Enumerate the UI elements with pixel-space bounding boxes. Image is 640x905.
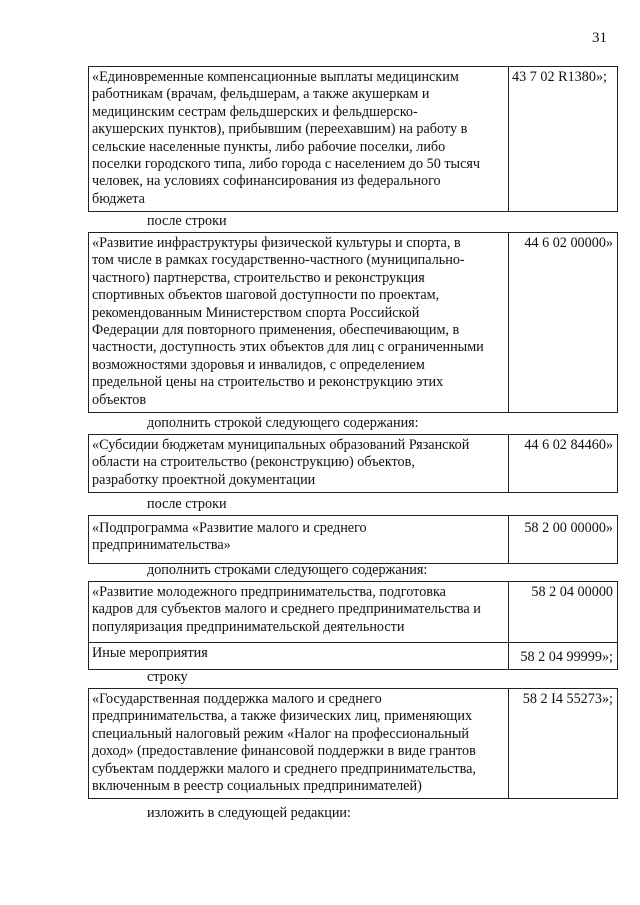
row-code: 44 6 02 00000» xyxy=(524,235,613,251)
table-block-sport-infrastructure xyxy=(88,232,618,413)
table-row xyxy=(89,516,617,563)
row-code: 58 2 00 00000» xyxy=(524,520,613,536)
table-row xyxy=(89,582,617,642)
table-row xyxy=(89,233,617,412)
instruction-text: после строки xyxy=(147,213,227,229)
row-name: «Развитие инфраструктуры физической культуры и спорта, в том числе в рамках государственно-частного (муниципально- частного) партнерства, строительство и реконструкция спортивных объектов шаговой доступности по проектам, рекомендованным Министерством спорта Российской Федерации для повторного применения, обеспечивающим, в частности, доступность этих объектов для лиц с ограниченными возможностями здоровья и инвалидов, с определением предельной цены на строительство и реконструкцию этих объектов xyxy=(89,233,509,412)
table-row xyxy=(89,689,617,798)
row-name: «Государственная поддержка малого и среднего предпринимательства, а также физических лиц, применяющих специальный налоговый режим «Налог на профессиональный доход» (предоставление финансовой поддержки в виде грантов субъектам поддержки малого и среднего предпринимательства, включенным в реестр социальных предпринимателей) xyxy=(89,689,509,798)
row-code: 58 2 I4 55273»; xyxy=(522,691,613,707)
row-code: 44 6 02 84460» xyxy=(524,437,613,453)
instruction-text: после строки xyxy=(147,496,227,512)
table-row xyxy=(89,67,617,211)
page-number: 31 xyxy=(592,30,607,46)
table-block-youth-entrepreneurship xyxy=(88,581,618,670)
instruction-text: строку xyxy=(147,669,188,685)
table-block-subprogram xyxy=(88,515,618,564)
row-name: «Субсидии бюджетам муниципальных образований Рязанской области на строительство (реконструкцию) объектов, разработку проектной документации xyxy=(89,435,509,492)
table-block-compensation xyxy=(88,66,618,212)
table-row xyxy=(89,642,617,668)
instruction-text: изложить в следующей редакции: xyxy=(147,805,351,821)
instruction-text: дополнить строкой следующего содержания: xyxy=(147,415,419,431)
row-code: 58 2 04 99999»; xyxy=(520,649,613,666)
row-code: 43 7 02 R1380»; xyxy=(512,69,607,85)
table-block-state-support xyxy=(88,688,618,799)
table-block-subsidies xyxy=(88,434,618,493)
row-name: «Подпрограмма «Развитие малого и среднего предпринимательства» xyxy=(89,516,509,563)
instruction-text: дополнить строками следующего содержания: xyxy=(147,562,428,578)
row-name: «Единовременные компенсационные выплаты медицинским работникам (врачам, фельдшерам, а также акушеркам и медицинским сестрам фельдшерских и фельдшерско- акушерских пунктов), прибывшим (переехавшим) на работу в сельские населенные пункты, либо рабочие поселки, либо поселки городского типа, либо города с населением до 50 тысяч человек, на условиях софинансирования из федерального бюджета xyxy=(89,67,509,211)
row-name: Иные мероприятия xyxy=(89,643,509,668)
row-code: 58 2 04 00000 xyxy=(531,584,613,600)
row-name: «Развитие молодежного предпринимательства, подготовка кадров для субъектов малого и среднего предпринимательства и популяризация предпринимательской деятельности xyxy=(89,582,509,642)
table-row xyxy=(89,435,617,492)
